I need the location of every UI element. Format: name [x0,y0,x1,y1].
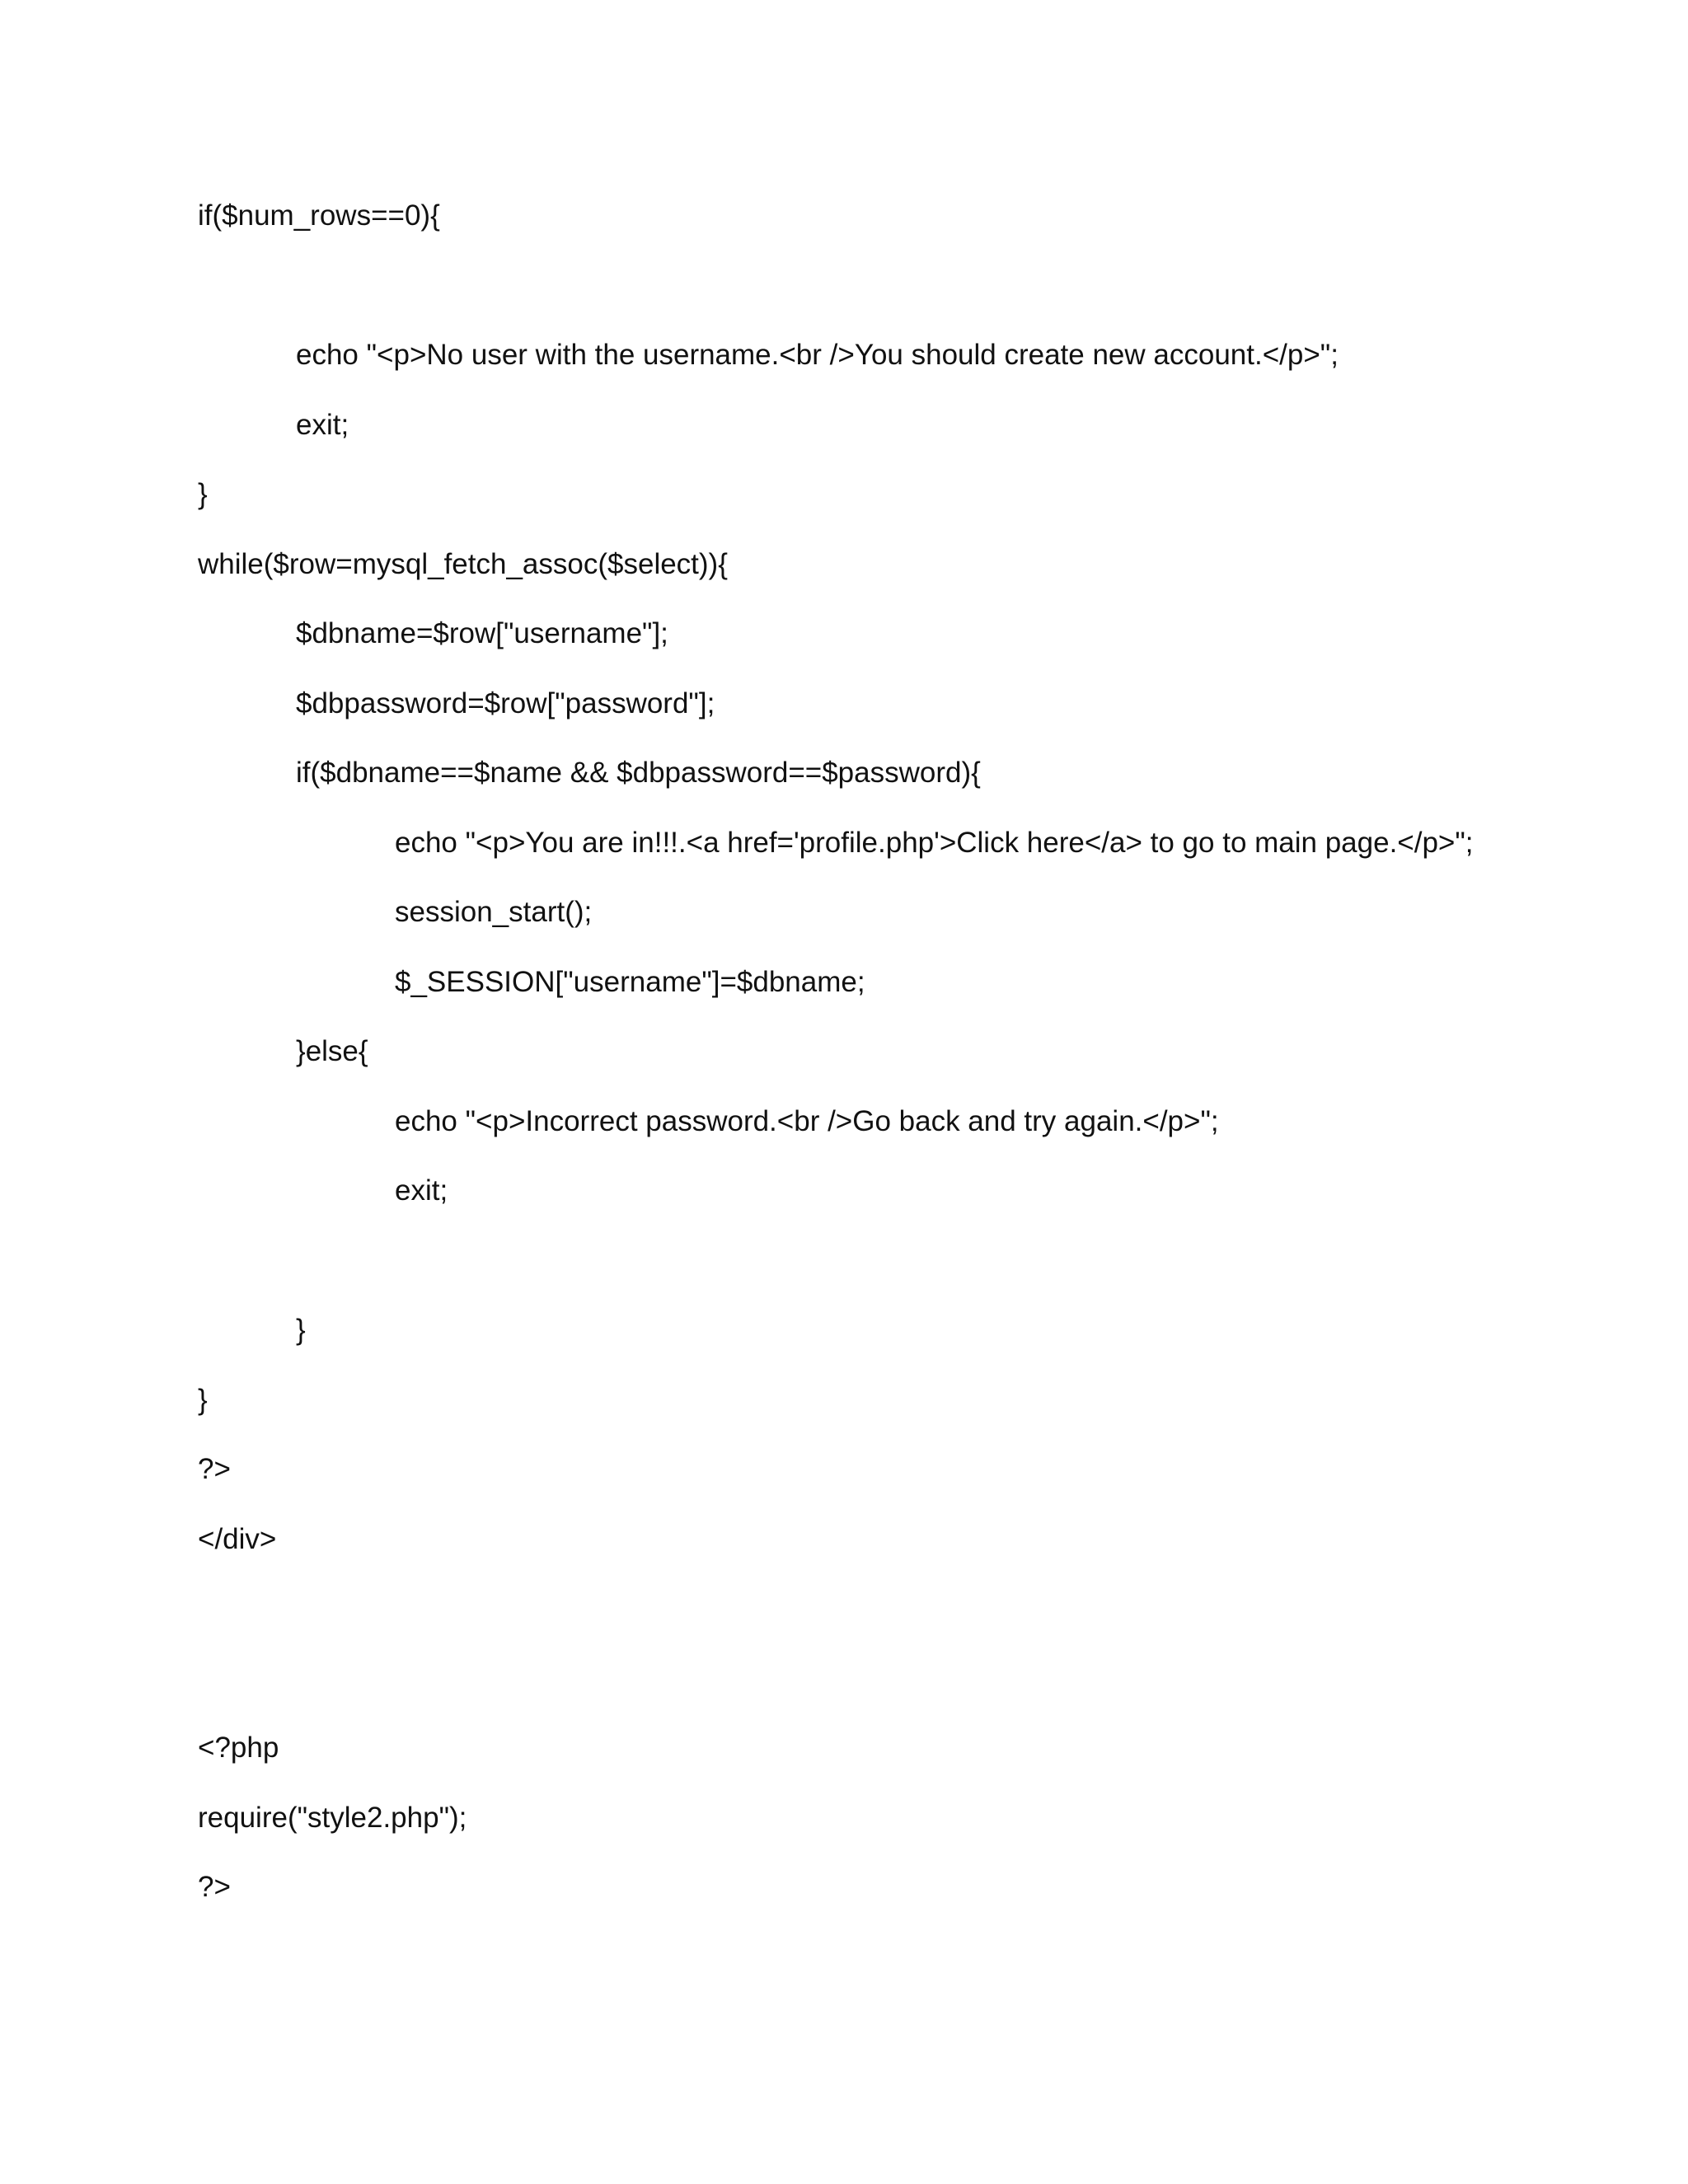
code-line: } [296,1314,306,1346]
code-line: } [198,1384,208,1416]
code-line: } [198,478,208,510]
code-line: echo "<p>You are in!!!.<a href='profile.php'>Click here</a> to go to main page.</p>"; [395,827,1474,859]
code-line: $_SESSION["username"]=$dbname; [395,966,865,998]
code-line: exit; [296,409,349,441]
code-line: echo "<p>Incorrect password.<br />Go back and try again.</p>"; [395,1105,1219,1137]
code-line: </div> [198,1523,277,1555]
code-line: while($row=mysql_fetch_assoc($select)){ [198,548,728,580]
code-line: $dbname=$row["username"]; [296,617,668,649]
code-line: if($num_rows==0){ [198,199,440,232]
code-line: <?php [198,1732,279,1764]
code-line: require("style2.php"); [198,1802,467,1834]
code-line: exit; [395,1174,448,1207]
code-line: if($dbname==$name && $dbpassword==$password){ [296,757,981,789]
code-line: echo "<p>No user with the username.<br />You should create new account.</p>"; [296,339,1339,371]
code-line: session_start(); [395,896,593,928]
code-line: $dbpassword=$row["password"]; [296,687,715,719]
code-line: ?> [198,1871,231,1903]
code-line: ?> [198,1453,231,1485]
code-line: }else{ [296,1035,368,1067]
